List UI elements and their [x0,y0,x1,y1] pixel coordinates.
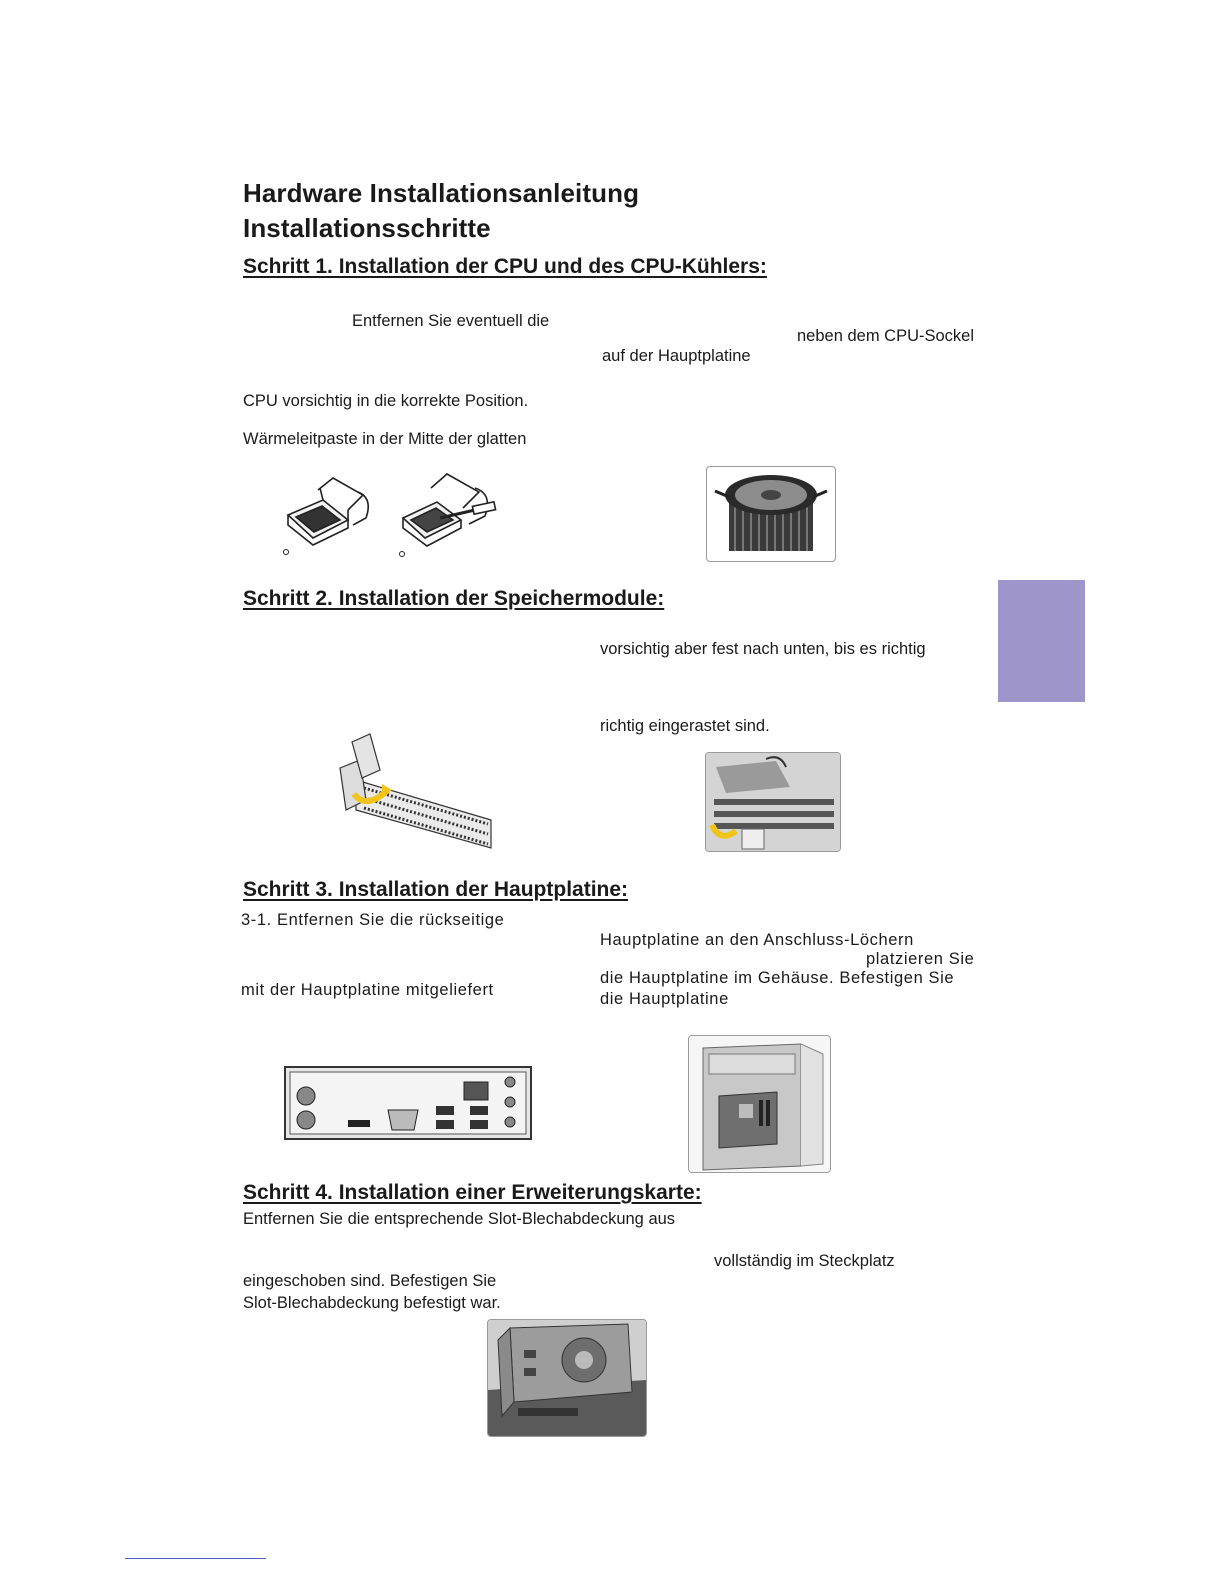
step1-text-1: Entfernen Sie eventuell die [352,312,550,330]
expansion-card-photo [487,1319,647,1437]
step3-text-2: mit der Hauptplatine mitgeliefert [241,981,494,999]
step2-heading: Schritt 2. Installation der Speichermodule: [243,587,665,610]
step1-text-2: neben dem CPU-Sockel [797,327,975,345]
step3-text-1: 3-1. Entfernen Sie die rückseitige [241,911,505,929]
page-title: Hardware Installationsanleitung [243,178,640,208]
io-shield-illustration [284,1066,532,1140]
step3-text-5: die Hauptplatine im Gehäuse. Befestigen Sie [600,969,955,987]
step3-text-3: Hauptplatine an den Anschluss-Löchern [600,931,914,949]
step1-text-4: CPU vorsichtig in die korrekte Position. [243,392,529,410]
footer-rule [125,1558,266,1559]
cpu-cooler-photo [706,466,836,562]
step3-text-6: die Hauptplatine [600,990,729,1008]
pc-case-photo [688,1035,831,1173]
cpu-socket-open-illustration [278,470,378,560]
thermal-paste-illustration [395,466,505,560]
step3-text-4: platzieren Sie [866,950,975,968]
step1-text-5: Wärmeleitpaste in der Mitte der glatten [243,430,527,448]
step2-text-2: richtig eingerastet sind. [600,717,770,735]
step3-heading: Schritt 3. Installation der Hauptplatine: [243,878,629,901]
step4-text-2: vollständig im Steckplatz [714,1252,895,1270]
dimm-slot-illustration [326,730,494,856]
step1-heading: Schritt 1. Installation der CPU und des CPU-Kühlers: [243,255,767,278]
side-section-tab [998,580,1085,702]
dimm-install-photo [705,752,841,852]
step2-text-1: vorsichtig aber fest nach unten, bis es richtig [600,640,926,658]
step4-heading: Schritt 4. Installation einer Erweiterungskarte: [243,1181,702,1204]
step4-text-3: eingeschoben sind. Befestigen Sie [243,1272,497,1290]
step1-text-3: auf der Hauptplatine [602,347,751,365]
step4-text-4: Slot-Blechabdeckung befestigt war. [243,1294,501,1312]
step4-text-1: Entfernen Sie die entsprechende Slot-Blechabdeckung aus [243,1210,676,1228]
page-subtitle: Installationsschritte [243,213,491,243]
